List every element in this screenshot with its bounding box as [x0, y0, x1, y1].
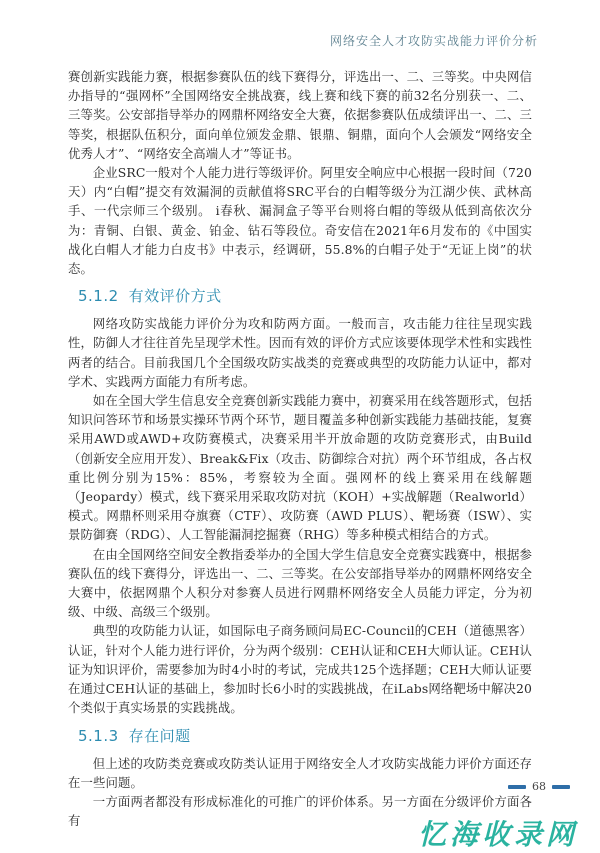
running-header-title: 网络安全人才攻防实战能力评价分析: [329, 34, 538, 48]
page-number-right-bar: [552, 785, 570, 789]
section-heading-5-1-3: [78, 725, 532, 747]
section-number: 5.1.2: [78, 287, 119, 306]
paragraph-grading: 在由全国网络空间安全教指委举办的全国大学生信息安全竞赛实践赛中，根据参赛队伍的线下赛得分，评选出一、二、三等奖。在公安部指导举办的网鼎杯网络安全大赛中，依据网鼎个人积分对参赛人员进行网鼎杯网络安全人员能力评定，分为初级、中级、高级三个级别。: [68, 546, 532, 620]
section-title: 存在问题: [128, 726, 191, 745]
page-body: [68, 67, 532, 830]
paragraph-ceh-certification: 典型的攻防能力认证，如国际电子商务顾问局EC-Council的CEH（道德黑客）认证，针对个人能力进行评价，分为两个级别：CEH认证和CEH大师认证。CEH认证为知识评价，需要参加为时4小时的考试，完成共125个选择题；CEH大师认证要在通过CEH认证的基础上，参加时长6小时的实践挑战，在iLabs网络靶场中解决20个类似于真实场景的实践挑战。: [68, 623, 532, 716]
paragraph-problems-intro: 但上述的攻防类竞赛或攻防类认证用于网络安全人才攻防实战能力评价方面还存在一些问题。: [68, 755, 532, 790]
paragraph-competition-awards: 赛创新实践能力赛，根据参赛队伍的线下赛得分，评选出一、二、三等奖。中央网信办指导的“强网杯”全国网络安全挑战赛，线上赛和线下赛的前32名分别获一、二、三等奖。公安部指导举办的网鼎杯网络安全大赛，依据参赛队伍成绩评出一、二、三等奖，根据队伍积分，面向单位颁发金鼎、银鼎、铜鼎，面向个人会颁发“网络安全优秀人才”、“网络安全高端人才”等证书。: [68, 69, 532, 161]
paragraph-evaluation-overview: 网络攻防实战能力评价分为攻和防两方面。一般而言，攻击能力往往呈现实践性，防御人才往往首先呈现学术性。因而有效的评价方式应该要体现学术性和实践性两者的结合。目前我国几个全国级攻防实战类的竞赛或典型的攻防能力认证中，都对学术、实践两方面能力有所考虑。: [68, 316, 532, 389]
watermark-logo: 忆海收录网: [418, 818, 579, 851]
section-heading-5-1-2: [78, 285, 532, 307]
paragraph-src-levels: 企业SRC一般对个人能力进行等级评价。阿里安全响应中心根据一段时间（720天）内“白帽”提交有效漏洞的贡献值将SRC平台的白帽等级分为江湖少侠、武林高手、一代宗师三个级别。 i春秋、漏洞盒子等平台则将白帽的等级从低到高依次分为：青铜、白银、黄金、铂金、钻石等段位。奇安信在2021年6月发布的《中国实战化白帽人才能力白皮书》中表示，经调研，55.8%的白帽子处于“无证上岗”的状态。: [68, 165, 532, 277]
section-title: 有效评价方式: [128, 287, 222, 306]
paragraph-problems-detail: 一方面两者都没有形成标准化的可推广的评价体系。另一方面在分级评价方面各有: [68, 793, 532, 829]
section-number: 5.1.3: [78, 726, 119, 745]
page-number-value: 68: [532, 780, 546, 793]
paragraph-competition-formats: 如在全国大学生信息安全竞赛创新实践能力赛中，初赛采用在线答题形式，包括知识问答环节和场景实操环节两个环节，题目覆盖多种创新实践能力基础技能，复赛采用AWD或AWD+攻防赛模式，决赛采用半开放命题的攻防竞赛形式，由Build（创新安全应用开发）、Break&Fix（攻击、防御综合对抗）两个环节组成，各占权重比例分别为15%：85%，考察较为全面。强网杯的线上赛采用在线解题（Jeopardy）模式，线下赛采用采取攻防对抗（KOH）+实战解题（Realworld）模式。网鼎杯则采用夺旗赛（CTF）、攻防赛（AWD PLUS）、靶场赛（ISW）、实景防御赛（RDG）、人工智能漏洞挖掘赛（RHG）等多种模式相结合的方式。: [68, 393, 532, 543]
page-number-left-bar: [508, 785, 526, 789]
page-number: [508, 780, 570, 793]
